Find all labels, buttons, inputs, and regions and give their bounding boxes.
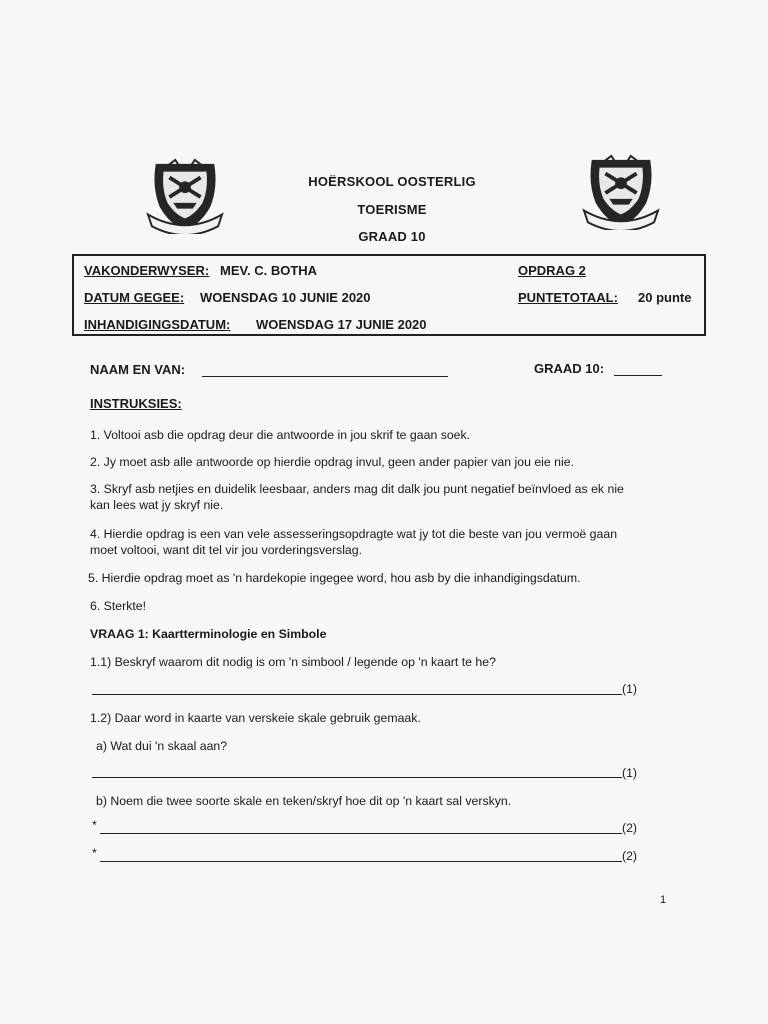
answer-line[interactable]: [92, 694, 622, 695]
grade-label: GRAAD 10:: [534, 361, 605, 376]
instruction-item: 4. Hierdie opdrag is een van vele assesseringsopdragte wat jy tot die beste van jou vermoë gaan: [90, 527, 618, 541]
assignment-info-box: [72, 254, 706, 336]
school-crest-left: [146, 158, 224, 234]
crest-icon: [146, 158, 224, 234]
answer-line[interactable]: [92, 777, 622, 778]
grade-input-line[interactable]: [614, 375, 662, 376]
name-label: NAAM EN VAN:: [90, 362, 186, 377]
total-marks-value: 20 punte: [638, 290, 692, 305]
answer-line[interactable]: [100, 861, 622, 862]
instruction-item: 3. Skryf asb netjies en duidelik leesbaar, anders mag dit dalk jou punt negatief beïnvloed as ek nie: [90, 482, 624, 496]
instruction-item-continued: moet voltooi, want dit tel vir jou vorderingsverslag.: [90, 543, 363, 557]
grade-title: GRAAD 10: [358, 229, 426, 244]
date-given-value: WOENSDAG 10 JUNIE 2020: [200, 290, 371, 305]
due-date-value: WOENSDAG 17 JUNIE 2020: [256, 317, 427, 332]
instruction-item-continued: kan lees wat jy skryf nie.: [90, 498, 224, 512]
teacher-value: MEV. C. BOTHA: [220, 263, 318, 278]
answer-line[interactable]: [100, 833, 622, 834]
marks: (1): [622, 682, 638, 696]
instruction-item: 1. Voltooi asb die opdrag deur die antwoorde in jou skrif te gaan soek.: [90, 428, 471, 442]
instruction-item: 5. Hierdie opdrag moet as 'n hardekopie ingegee word, hou asb by die inhandigingsdatum.: [88, 571, 581, 585]
instruction-item: 6. Sterkte!: [90, 599, 147, 613]
instruction-item: 2. Jy moet asb alle antwoorde op hierdie opdrag invul, geen ander papier van jou eie nie.: [90, 455, 574, 469]
school-crest-right: [582, 154, 660, 230]
question-1-1: 1.1) Beskryf waarom dit nodig is om 'n simbool / legende op 'n kaart te he?: [90, 655, 496, 669]
marks: (2): [622, 849, 638, 863]
instructions-heading: INSTRUKSIES:: [90, 396, 182, 411]
page-number: 1: [660, 894, 667, 906]
question-heading: VRAAG 1: Kaartterminologie en Simbole: [90, 627, 327, 641]
marks: (1): [622, 766, 638, 780]
subject-title: TOERISME: [357, 202, 427, 217]
crest-icon: [582, 154, 660, 230]
bullet: *: [92, 846, 97, 860]
total-marks-label: PUNTETOTAAL:: [518, 290, 618, 305]
question-1-2a: a) Wat dui 'n skaal aan?: [96, 739, 228, 753]
name-input-line[interactable]: [202, 376, 448, 377]
marks: (2): [622, 821, 638, 835]
date-given-label: DATUM GEGEE:: [84, 290, 185, 305]
bullet: *: [92, 818, 97, 832]
question-1-2: 1.2) Daar word in kaarte van verskeie skale gebruik gemaak.: [90, 711, 421, 725]
due-date-label: INHANDIGINGSDATUM:: [84, 317, 231, 332]
question-1-2b: b) Noem die twee soorte skale en teken/skryf hoe dit op 'n kaart sal verskyn.: [96, 794, 512, 808]
teacher-label: VAKONDERWYSER:: [84, 263, 210, 278]
assignment-number: OPDRAG 2: [518, 263, 586, 278]
school-name: HOËRSKOOL OOSTERLIG: [308, 174, 476, 189]
